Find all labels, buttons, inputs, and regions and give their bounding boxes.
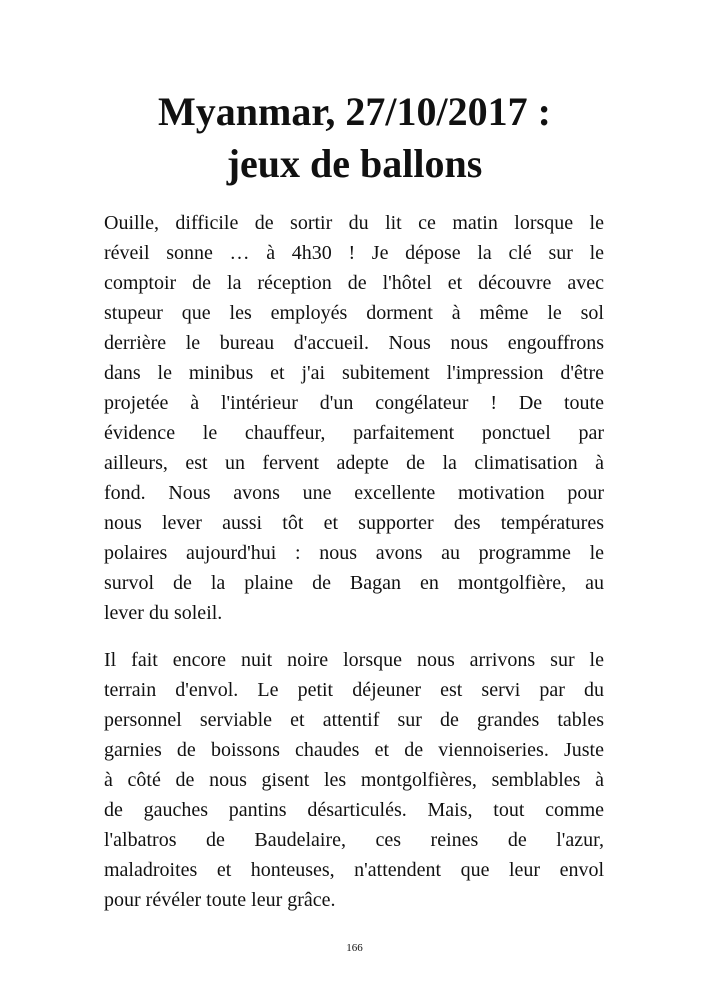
- text-line: de gauches pantins désarticulés. Mais, tout comme: [104, 799, 604, 821]
- text-line: pour révéler toute leur grâce.: [104, 889, 336, 911]
- text-line: ailleurs, est un fervent adepte de la climatisation à: [104, 452, 604, 474]
- page-number: 166: [346, 942, 363, 954]
- text-line: garnies de boissons chaudes et de viennoiseries. Juste: [104, 739, 604, 761]
- text-line: Ouille, difficile de sortir du lit ce matin lorsque le: [104, 212, 604, 234]
- paragraph-1: [104, 208, 604, 628]
- text-line: survol de la plaine de Bagan en montgolfière, au: [104, 572, 604, 594]
- text-line: projetée à l'intérieur d'un congélateur ! De toute: [104, 392, 604, 414]
- text-line: stupeur que les employés dorment à même le sol: [104, 302, 604, 324]
- text-line: Il fait encore nuit noire lorsque nous arrivons sur le: [104, 649, 604, 671]
- text-line: personnel serviable et attentif sur de grandes tables: [104, 709, 604, 731]
- text-line: réveil sonne … à 4h30 ! Je dépose la clé sur le: [104, 242, 604, 264]
- text-line: l'albatros de Baudelaire, ces reines de l'azur,: [104, 829, 604, 851]
- text-line: derrière le bureau d'accueil. Nous nous engouffrons: [104, 332, 604, 354]
- text-line: nous lever aussi tôt et supporter des températures: [104, 512, 604, 534]
- page-title: [0, 86, 709, 190]
- text-line: fond. Nous avons une excellente motivation pour: [104, 482, 604, 504]
- title-line-1: Myanmar, 27/10/2017 :: [158, 89, 551, 134]
- text-line: comptoir de la réception de l'hôtel et découvre avec: [104, 272, 604, 294]
- title-line-2: jeux de ballons: [226, 141, 483, 186]
- text-line: maladroites et honteuses, n'attendent que leur envol: [104, 859, 604, 881]
- text-line: polaires aujourd'hui : nous avons au programme le: [104, 542, 604, 564]
- text-line: terrain d'envol. Le petit déjeuner est servi par du: [104, 679, 604, 701]
- paragraph-2: [104, 645, 604, 915]
- text-line: dans le minibus et j'ai subitement l'impression d'être: [104, 362, 604, 384]
- text-line: évidence le chauffeur, parfaitement ponctuel par: [104, 422, 604, 444]
- text-line: lever du soleil.: [104, 602, 223, 624]
- text-line: à côté de nous gisent les montgolfières, semblables à: [104, 769, 604, 791]
